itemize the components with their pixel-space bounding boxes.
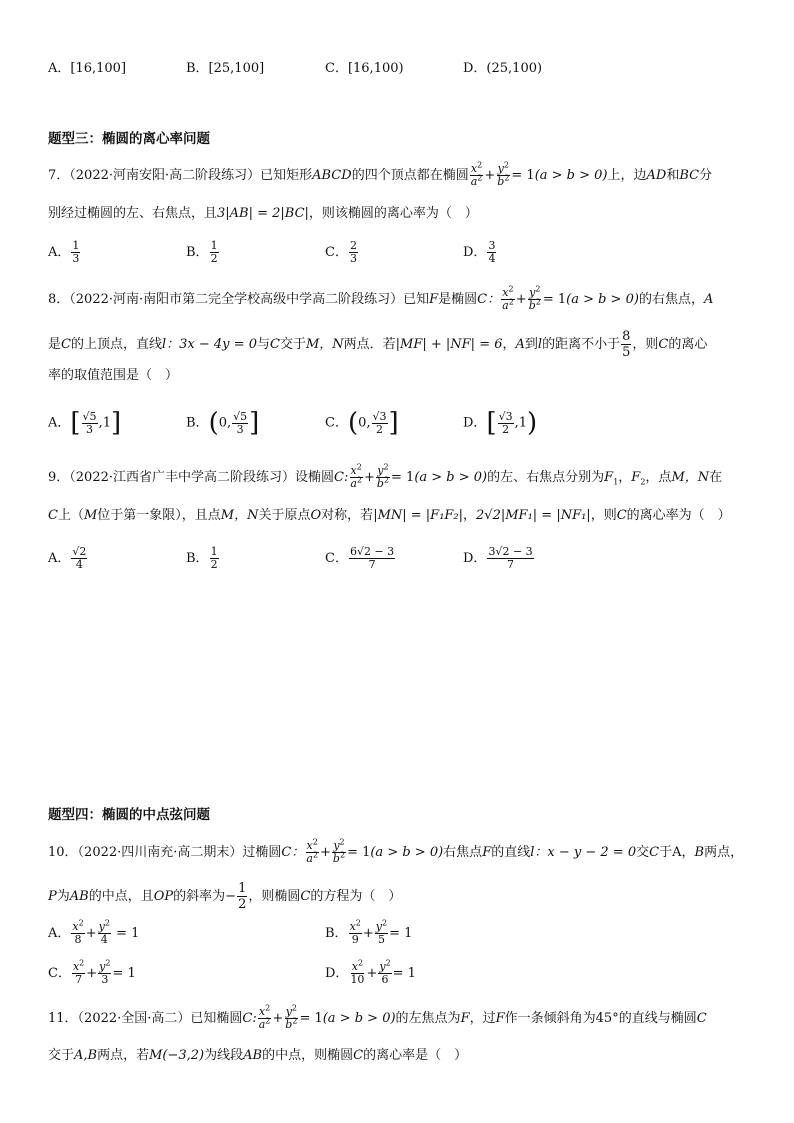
option-a[interactable]: A．[16,100]	[48, 61, 127, 76]
question-10-line-2: P为AB的中点，且OP的斜率为− $\frac{1}{2}$ ，则椭圆C的方程为（ ）	[48, 881, 402, 912]
question-9-line-1: 9．（2022·江西省广丰中学高二阶段练习）设椭圆C: $\frac{x^2}{a^2}$ + $\frac{y^2}{b^2}$ = 1(a > b > 0)的左、右焦点分别为$F_1$，$F_2$，点M，N在	[48, 462, 723, 490]
ellipse-y-term: $\frac{y^2}{b^2}$	[497, 160, 510, 188]
q8-option-b[interactable]: B．(0, $\frac{√5}{3}$ ]	[186, 408, 260, 438]
option-c[interactable]: C．[16,100)	[325, 61, 404, 76]
q8-option-c[interactable]: C．(0, $\frac{√3}{2}$ ]	[325, 408, 399, 438]
ellipse-x-term: $\frac{x^2}{a^2}$	[470, 160, 483, 188]
question-9-line-2: C上（M位于第一象限），且点M，N关于原点O对称，若|MN| = |F₁F₂|，2√2|MF₁| = |NF₁|，则C的离心率为（ ）	[48, 508, 731, 523]
question-7-line-2: 别经过椭圆的左、右焦点，且3|AB| = 2|BC|，则该椭圆的离心率为（ ）	[48, 206, 478, 221]
q9-option-c[interactable]: C． $\frac{6√2 - 3}{7}$	[325, 545, 395, 571]
q9-option-a[interactable]: A． $\frac{√2}{4}$	[48, 545, 87, 571]
question-8-line-2: 是C的上顶点，直线l：3x − 4y = 0与C交于M，N两点．若|MF| + |NF| = 6，A到l的距离不小于 $\frac{8}{5}$ ，则C的离心	[48, 329, 708, 360]
question-8-line-3: 率的取值范围是（ ）	[48, 368, 179, 383]
q9-option-d[interactable]: D． $\frac{3√2 - 3}{7}$	[463, 545, 533, 571]
q8-option-d[interactable]: D．[ $\frac{√3}{2}$ ,1)	[463, 408, 538, 438]
section-heading: 题型三：椭圆的离心率问题	[48, 131, 210, 147]
q7-option-d[interactable]: D． $\frac{3}{4}$	[463, 239, 496, 265]
option-b[interactable]: B．[25,100]	[186, 61, 265, 76]
q7-option-c[interactable]: C． $\frac{2}{3}$	[325, 239, 357, 265]
q10-option-b[interactable]: B． $\frac{x^2}{9}$ + $\frac{y^2}{5}$ = 1	[325, 918, 413, 946]
q10-option-c[interactable]: C． $\frac{x^2}{7}$ + $\frac{y^2}{3}$ = 1	[48, 958, 136, 986]
option-d[interactable]: D．(25,100)	[463, 61, 543, 76]
q7-option-a[interactable]: A． $\frac{1}{3}$	[48, 239, 80, 265]
question-10-line-1: 10．（2022·四川南充·高二期末）过椭圆C： $\frac{x^2}{a^2}$ + $\frac{y^2}{b^2}$ = 1(a > b > 0)右焦点F的直线l：x − y − 2 = 0交C于A，B两点，	[48, 837, 744, 865]
q10-option-a[interactable]: A． $\frac{x^2}{8}$ + $\frac{y^2}{4}$ = 1	[48, 918, 140, 946]
q8-option-a[interactable]: A．[ $\frac{√5}{3}$ ,1]	[48, 408, 122, 438]
q7-option-b[interactable]: B． $\frac{1}{2}$	[186, 239, 218, 265]
question-11-line-2: 交于A,B两点，若M(−3,2)为线段AB的中点，则椭圆C的离心率是（ ）	[48, 1048, 468, 1063]
question-8-line-1: 8．（2022·河南·南阳市第二完全学校高级中学高二阶段练习）已知F是椭圆C： $\frac{x^2}{a^2}$ + $\frac{y^2}{b^2}$ = 1(a > b > 0)的右焦点，A	[48, 284, 714, 312]
question-11-line-1: 11．（2022·全国·高二）已知椭圆C: $\frac{x^2}{a^2}$ + $\frac{y^2}{b^2}$ = 1(a > b > 0)的左焦点为F，过F作一条倾斜角为45°的直线与椭圆C	[48, 1003, 707, 1031]
q9-option-b[interactable]: B． $\frac{1}{2}$	[186, 545, 218, 571]
q10-option-d[interactable]: D． $\frac{x^2}{10}$ + $\frac{y^2}{6}$ = 1	[325, 958, 416, 986]
section-heading: 题型四：椭圆的中点弦问题	[48, 807, 210, 823]
question-7-line-1: 7．（2022·河南安阳·高二阶段练习）已知矩形ABCD的四个顶点都在椭圆 $\frac{x^2}{a^2}$ + $\frac{y^2}{b^2}$ = 1(a > b > 0)上，边AD和BC分	[48, 160, 713, 188]
